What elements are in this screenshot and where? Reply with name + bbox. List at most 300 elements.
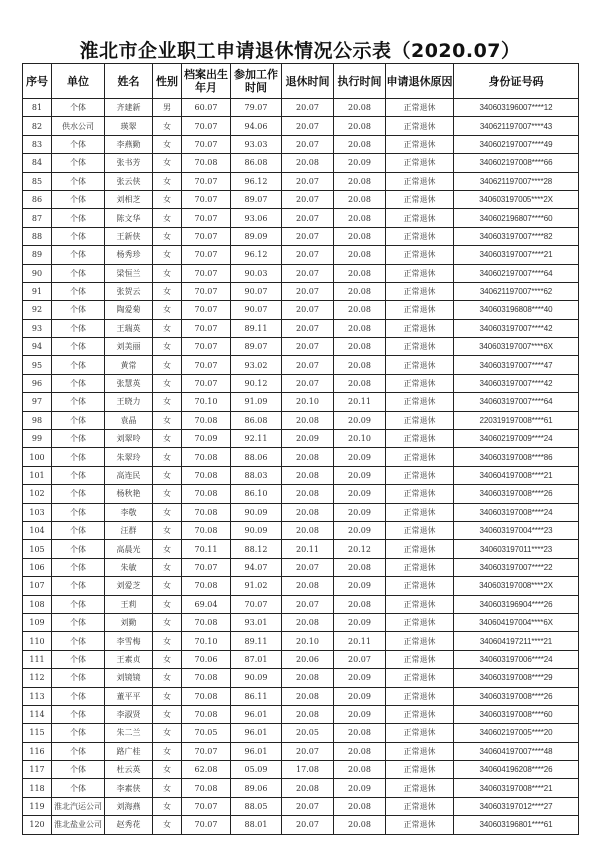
cell-seq: 84 — [23, 154, 52, 172]
table-row — [23, 430, 579, 448]
cell-reason: 正常退休 — [386, 448, 454, 466]
table-row — [23, 761, 579, 779]
cell-seq: 95 — [23, 356, 52, 374]
cell-unit: 个体 — [52, 705, 105, 723]
cell-birth: 70.08 — [182, 503, 231, 521]
cell-birth: 69.04 — [182, 595, 231, 613]
cell-name: 陶爱菊 — [105, 301, 153, 319]
cell-unit: 个体 — [52, 227, 105, 245]
cell-retire: 20.08 — [282, 448, 334, 466]
cell-gender: 女 — [153, 172, 182, 190]
cell-retire: 20.08 — [282, 577, 334, 595]
cell-unit: 个体 — [52, 374, 105, 392]
cell-reason: 正常退休 — [386, 521, 454, 539]
cell-reason: 正常退休 — [386, 595, 454, 613]
cell-work-start: 89.07 — [231, 190, 282, 208]
cell-unit: 个体 — [52, 430, 105, 448]
table-row — [23, 209, 579, 227]
cell-gender: 女 — [153, 577, 182, 595]
cell-gender: 女 — [153, 540, 182, 558]
cell-birth: 70.07 — [182, 374, 231, 392]
cell-gender: 女 — [153, 797, 182, 815]
cell-retire: 20.08 — [282, 466, 334, 484]
cell-seq: 83 — [23, 135, 52, 153]
cell-work-start: 96.12 — [231, 172, 282, 190]
cell-work-start: 79.07 — [231, 99, 282, 117]
cell-id: 340603197004****23 — [454, 521, 579, 539]
cell-seq: 102 — [23, 485, 52, 503]
cell-work-start: 94.06 — [231, 117, 282, 135]
cell-id: 340603196801****61 — [454, 816, 579, 834]
cell-gender: 女 — [153, 558, 182, 576]
cell-name: 高晨光 — [105, 540, 153, 558]
table-row — [23, 540, 579, 558]
cell-reason: 正常退休 — [386, 466, 454, 484]
cell-effective: 20.09 — [334, 779, 386, 797]
table-row — [23, 374, 579, 392]
cell-id: 340603197007****64 — [454, 393, 579, 411]
cell-seq: 107 — [23, 577, 52, 595]
cell-gender: 女 — [153, 393, 182, 411]
cell-name: 刘翠呤 — [105, 430, 153, 448]
cell-retire: 20.07 — [282, 99, 334, 117]
cell-gender: 女 — [153, 338, 182, 356]
cell-id: 340604197211****21 — [454, 632, 579, 650]
cell-work-start: 88.06 — [231, 448, 282, 466]
cell-birth: 70.07 — [182, 117, 231, 135]
cell-retire: 20.05 — [282, 724, 334, 742]
cell-seq: 96 — [23, 374, 52, 392]
cell-work-start: 90.09 — [231, 521, 282, 539]
cell-reason: 正常退休 — [386, 190, 454, 208]
cell-gender: 女 — [153, 742, 182, 760]
cell-effective: 20.09 — [334, 521, 386, 539]
cell-seq: 117 — [23, 761, 52, 779]
cell-retire: 20.07 — [282, 301, 334, 319]
cell-unit: 个体 — [52, 779, 105, 797]
cell-id: 340603197008****86 — [454, 448, 579, 466]
cell-effective: 20.07 — [334, 650, 386, 668]
cell-retire: 20.07 — [282, 172, 334, 190]
cell-retire: 20.07 — [282, 558, 334, 576]
cell-retire: 20.07 — [282, 595, 334, 613]
cell-gender: 女 — [153, 650, 182, 668]
cell-effective: 20.08 — [334, 797, 386, 815]
cell-work-start: 89.11 — [231, 632, 282, 650]
cell-id: 340603197008****26 — [454, 687, 579, 705]
cell-gender: 女 — [153, 411, 182, 429]
cell-effective: 20.09 — [334, 705, 386, 723]
table-row — [23, 448, 579, 466]
cell-reason: 正常退休 — [386, 485, 454, 503]
cell-retire: 20.08 — [282, 411, 334, 429]
cell-retire: 17.08 — [282, 761, 334, 779]
table-row — [23, 485, 579, 503]
cell-effective: 20.08 — [334, 301, 386, 319]
cell-gender: 女 — [153, 319, 182, 337]
cell-id: 340603197007****47 — [454, 356, 579, 374]
page-title: 淮北市企业职工申请退休情况公示表（2020.07） — [79, 40, 521, 62]
table-row — [23, 724, 579, 742]
table-row — [23, 393, 579, 411]
cell-birth: 70.08 — [182, 154, 231, 172]
table-row — [23, 797, 579, 815]
cell-effective: 20.08 — [334, 172, 386, 190]
cell-id: 340603197008****2X — [454, 577, 579, 595]
cell-work-start: 90.07 — [231, 282, 282, 300]
cell-retire: 20.08 — [282, 503, 334, 521]
cell-work-start: 86.11 — [231, 687, 282, 705]
cell-reason: 正常退休 — [386, 374, 454, 392]
cell-birth: 70.07 — [182, 816, 231, 834]
cell-name: 张书芳 — [105, 154, 153, 172]
cell-reason: 正常退休 — [386, 246, 454, 264]
cell-gender: 男 — [153, 99, 182, 117]
cell-seq: 99 — [23, 430, 52, 448]
cell-reason: 正常退休 — [386, 632, 454, 650]
cell-effective: 20.08 — [334, 761, 386, 779]
cell-id: 340603196808****40 — [454, 301, 579, 319]
cell-id: 340603197007****21 — [454, 246, 579, 264]
table-row — [23, 558, 579, 576]
cell-birth: 70.07 — [182, 264, 231, 282]
cell-retire: 20.07 — [282, 797, 334, 815]
cell-id: 340603197007****22 — [454, 558, 579, 576]
cell-id: 340602197009****24 — [454, 430, 579, 448]
cell-birth: 70.08 — [182, 613, 231, 631]
cell-id: 340603197011****23 — [454, 540, 579, 558]
table-row — [23, 521, 579, 539]
cell-seq: 92 — [23, 301, 52, 319]
table-row — [23, 338, 579, 356]
cell-name: 王瑞英 — [105, 319, 153, 337]
cell-effective: 20.09 — [334, 669, 386, 687]
cell-seq: 111 — [23, 650, 52, 668]
cell-unit: 个体 — [52, 99, 105, 117]
cell-id: 340603197008****60 — [454, 705, 579, 723]
cell-id: 340603197007****42 — [454, 374, 579, 392]
cell-id: 340603197008****21 — [454, 779, 579, 797]
cell-name: 刘勤 — [105, 613, 153, 631]
cell-reason: 正常退休 — [386, 705, 454, 723]
cell-seq: 106 — [23, 558, 52, 576]
cell-unit: 个体 — [52, 558, 105, 576]
cell-unit: 个体 — [52, 356, 105, 374]
cell-unit: 个体 — [52, 521, 105, 539]
table-row — [23, 154, 579, 172]
table-row — [23, 246, 579, 264]
cell-name: 王新侠 — [105, 227, 153, 245]
cell-retire: 20.07 — [282, 246, 334, 264]
cell-id: 220319197008****61 — [454, 411, 579, 429]
cell-retire: 20.07 — [282, 135, 334, 153]
cell-reason: 正常退休 — [386, 540, 454, 558]
cell-name: 李敬 — [105, 503, 153, 521]
cell-retire: 20.08 — [282, 669, 334, 687]
cell-unit: 个体 — [52, 135, 105, 153]
retirement-table — [22, 63, 579, 835]
cell-unit: 个体 — [52, 319, 105, 337]
cell-name: 李燕勤 — [105, 135, 153, 153]
header-id: 身份证号码 — [454, 64, 579, 99]
cell-effective: 20.08 — [334, 209, 386, 227]
cell-name: 刘爱芝 — [105, 577, 153, 595]
cell-id: 340602197008****66 — [454, 154, 579, 172]
cell-id: 340604197007****48 — [454, 742, 579, 760]
table-row — [23, 742, 579, 760]
table-row — [23, 779, 579, 797]
cell-effective: 20.09 — [334, 448, 386, 466]
cell-gender: 女 — [153, 503, 182, 521]
cell-reason: 正常退休 — [386, 577, 454, 595]
cell-birth: 70.07 — [182, 319, 231, 337]
cell-retire: 20.07 — [282, 374, 334, 392]
cell-seq: 112 — [23, 669, 52, 687]
cell-unit: 个体 — [52, 466, 105, 484]
cell-retire: 20.10 — [282, 632, 334, 650]
cell-work-start: 89.09 — [231, 227, 282, 245]
header-name: 姓名 — [105, 64, 153, 99]
table-row — [23, 669, 579, 687]
cell-reason: 正常退休 — [386, 209, 454, 227]
header-work-start: 参加工作时间 — [231, 64, 282, 99]
cell-seq: 90 — [23, 264, 52, 282]
cell-work-start: 96.01 — [231, 724, 282, 742]
cell-seq: 81 — [23, 99, 52, 117]
cell-retire: 20.07 — [282, 816, 334, 834]
header-gender: 性别 — [153, 64, 182, 99]
cell-id: 340603197008****26 — [454, 485, 579, 503]
cell-work-start: 87.01 — [231, 650, 282, 668]
cell-seq: 105 — [23, 540, 52, 558]
cell-reason: 正常退休 — [386, 779, 454, 797]
table-row — [23, 613, 579, 631]
cell-birth: 70.07 — [182, 246, 231, 264]
cell-seq: 116 — [23, 742, 52, 760]
table-row — [23, 356, 579, 374]
cell-effective: 20.09 — [334, 485, 386, 503]
cell-gender: 女 — [153, 246, 182, 264]
cell-reason: 正常退休 — [386, 411, 454, 429]
cell-effective: 20.12 — [334, 540, 386, 558]
cell-reason: 正常退休 — [386, 503, 454, 521]
cell-work-start: 70.07 — [231, 595, 282, 613]
cell-unit: 个体 — [52, 411, 105, 429]
cell-unit: 个体 — [52, 282, 105, 300]
cell-effective: 20.08 — [334, 246, 386, 264]
cell-gender: 女 — [153, 135, 182, 153]
cell-gender: 女 — [153, 448, 182, 466]
cell-id: 340602196807****60 — [454, 209, 579, 227]
table-row — [23, 301, 579, 319]
cell-work-start: 88.03 — [231, 466, 282, 484]
cell-name: 刘镜镜 — [105, 669, 153, 687]
cell-reason: 正常退休 — [386, 154, 454, 172]
cell-unit: 个体 — [52, 264, 105, 282]
cell-gender: 女 — [153, 282, 182, 300]
cell-unit: 淮北盐业公司 — [52, 816, 105, 834]
table-row — [23, 117, 579, 135]
cell-id: 340621197007****62 — [454, 282, 579, 300]
cell-unit: 个体 — [52, 540, 105, 558]
cell-seq: 120 — [23, 816, 52, 834]
cell-seq: 86 — [23, 190, 52, 208]
cell-name: 赵秀花 — [105, 816, 153, 834]
cell-birth: 70.08 — [182, 448, 231, 466]
cell-reason: 正常退休 — [386, 650, 454, 668]
cell-work-start: 86.10 — [231, 485, 282, 503]
cell-effective: 20.08 — [334, 595, 386, 613]
cell-effective: 20.08 — [334, 190, 386, 208]
cell-reason: 正常退休 — [386, 669, 454, 687]
cell-name: 王晓力 — [105, 393, 153, 411]
cell-reason: 正常退休 — [386, 227, 454, 245]
cell-retire: 20.08 — [282, 705, 334, 723]
cell-gender: 女 — [153, 430, 182, 448]
cell-seq: 97 — [23, 393, 52, 411]
cell-retire: 20.07 — [282, 338, 334, 356]
cell-birth: 70.07 — [182, 135, 231, 153]
cell-unit: 个体 — [52, 724, 105, 742]
cell-name: 黄常 — [105, 356, 153, 374]
table-row — [23, 577, 579, 595]
cell-id: 340603197008****29 — [454, 669, 579, 687]
cell-retire: 20.10 — [282, 393, 334, 411]
cell-birth: 70.07 — [182, 227, 231, 245]
cell-reason: 正常退休 — [386, 135, 454, 153]
cell-gender: 女 — [153, 117, 182, 135]
table-row — [23, 632, 579, 650]
cell-birth: 70.07 — [182, 356, 231, 374]
cell-name: 瑛翠 — [105, 117, 153, 135]
cell-birth: 70.08 — [182, 779, 231, 797]
cell-work-start: 05.09 — [231, 761, 282, 779]
cell-id: 340603196904****26 — [454, 595, 579, 613]
cell-name: 杨秀珍 — [105, 246, 153, 264]
cell-birth: 70.08 — [182, 485, 231, 503]
cell-name: 张慧英 — [105, 374, 153, 392]
cell-name: 李雪梅 — [105, 632, 153, 650]
cell-unit: 个体 — [52, 687, 105, 705]
cell-name: 汪群 — [105, 521, 153, 539]
cell-name: 梁恒兰 — [105, 264, 153, 282]
cell-seq: 94 — [23, 338, 52, 356]
cell-seq: 114 — [23, 705, 52, 723]
cell-id: 340603197007****42 — [454, 319, 579, 337]
cell-reason: 正常退休 — [386, 172, 454, 190]
cell-effective: 20.09 — [334, 411, 386, 429]
cell-work-start: 86.08 — [231, 154, 282, 172]
header-unit: 单位 — [52, 64, 105, 99]
table-row — [23, 503, 579, 521]
cell-work-start: 92.11 — [231, 430, 282, 448]
cell-id: 340603197005****2X — [454, 190, 579, 208]
cell-gender: 女 — [153, 705, 182, 723]
cell-work-start: 88.12 — [231, 540, 282, 558]
cell-seq: 113 — [23, 687, 52, 705]
cell-effective: 20.08 — [334, 356, 386, 374]
cell-unit: 个体 — [52, 761, 105, 779]
cell-birth: 70.08 — [182, 411, 231, 429]
cell-name: 王素贞 — [105, 650, 153, 668]
cell-effective: 20.09 — [334, 503, 386, 521]
cell-reason: 正常退休 — [386, 687, 454, 705]
table-row — [23, 264, 579, 282]
cell-unit: 个体 — [52, 595, 105, 613]
cell-id: 340603197006****24 — [454, 650, 579, 668]
table-row — [23, 595, 579, 613]
cell-work-start: 86.08 — [231, 411, 282, 429]
cell-id: 340621197007****28 — [454, 172, 579, 190]
cell-id: 340602197005****20 — [454, 724, 579, 742]
cell-seq: 87 — [23, 209, 52, 227]
cell-work-start: 93.02 — [231, 356, 282, 374]
cell-reason: 正常退休 — [386, 282, 454, 300]
table-row — [23, 190, 579, 208]
cell-gender: 女 — [153, 613, 182, 631]
cell-retire: 20.11 — [282, 540, 334, 558]
cell-seq: 118 — [23, 779, 52, 797]
cell-unit: 个体 — [52, 190, 105, 208]
cell-work-start: 96.12 — [231, 246, 282, 264]
cell-retire: 20.07 — [282, 117, 334, 135]
cell-retire: 20.07 — [282, 319, 334, 337]
cell-seq: 101 — [23, 466, 52, 484]
cell-work-start: 90.09 — [231, 503, 282, 521]
cell-seq: 119 — [23, 797, 52, 815]
cell-unit: 个体 — [52, 485, 105, 503]
cell-effective: 20.09 — [334, 613, 386, 631]
cell-id: 340603197007****6X — [454, 338, 579, 356]
cell-name: 刘相芝 — [105, 190, 153, 208]
cell-unit: 个体 — [52, 172, 105, 190]
cell-gender: 女 — [153, 190, 182, 208]
cell-seq: 103 — [23, 503, 52, 521]
cell-work-start: 93.01 — [231, 613, 282, 631]
table-row — [23, 99, 579, 117]
header-effective: 执行时间 — [334, 64, 386, 99]
cell-unit: 淮北汽运公司 — [52, 797, 105, 815]
cell-work-start: 93.03 — [231, 135, 282, 153]
table-row — [23, 466, 579, 484]
cell-reason: 正常退休 — [386, 338, 454, 356]
cell-gender: 女 — [153, 264, 182, 282]
cell-retire: 20.07 — [282, 209, 334, 227]
cell-seq: 108 — [23, 595, 52, 613]
cell-effective: 20.11 — [334, 393, 386, 411]
cell-reason: 正常退休 — [386, 797, 454, 815]
cell-unit: 个体 — [52, 632, 105, 650]
cell-retire: 20.07 — [282, 264, 334, 282]
cell-effective: 20.08 — [334, 338, 386, 356]
header-seq: 序号 — [23, 64, 52, 99]
cell-gender: 女 — [153, 374, 182, 392]
cell-gender: 女 — [153, 485, 182, 503]
cell-seq: 98 — [23, 411, 52, 429]
cell-gender: 女 — [153, 816, 182, 834]
cell-retire: 20.06 — [282, 650, 334, 668]
cell-work-start: 88.05 — [231, 797, 282, 815]
cell-effective: 20.09 — [334, 687, 386, 705]
cell-seq: 104 — [23, 521, 52, 539]
cell-effective: 20.09 — [334, 466, 386, 484]
cell-work-start: 90.07 — [231, 301, 282, 319]
cell-seq: 89 — [23, 246, 52, 264]
table-row — [23, 650, 579, 668]
cell-effective: 20.08 — [334, 319, 386, 337]
cell-seq: 115 — [23, 724, 52, 742]
cell-birth: 70.07 — [182, 190, 231, 208]
